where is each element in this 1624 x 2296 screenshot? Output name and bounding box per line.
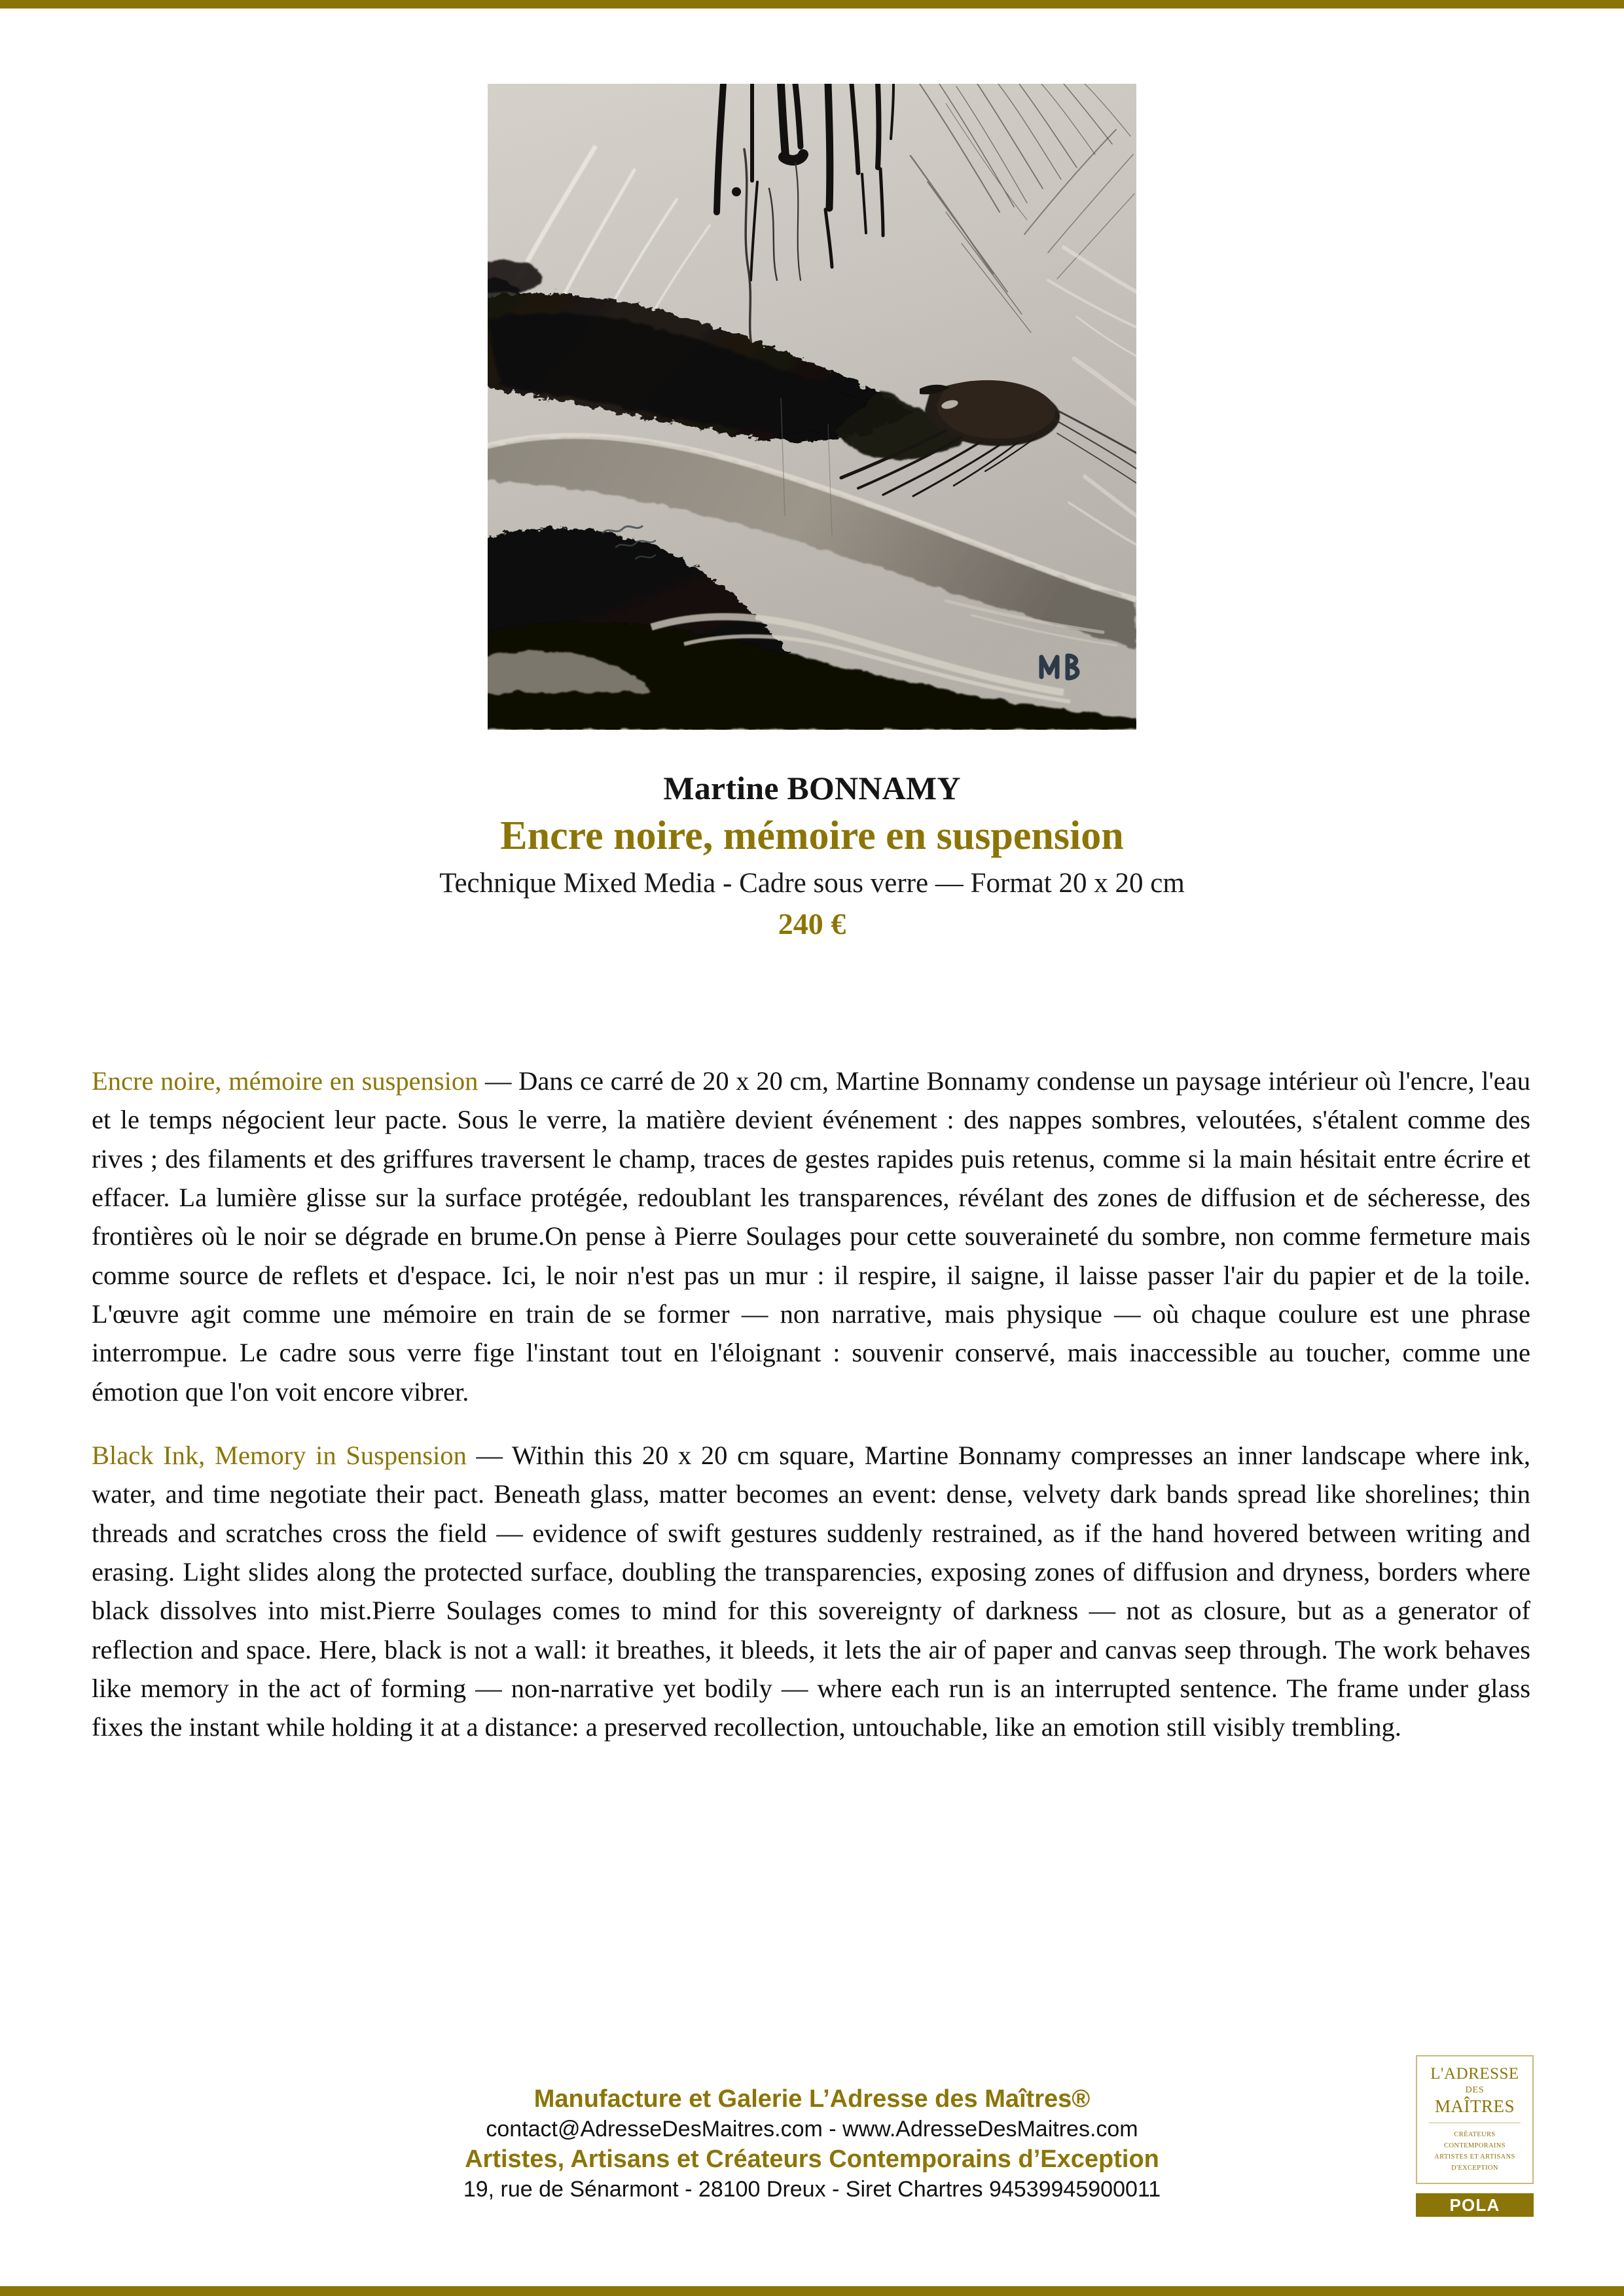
- logo-line-maitres: MAÎTRES: [1434, 2096, 1515, 2116]
- artwork-image: [488, 84, 1136, 730]
- bottom-accent-bar: [0, 2286, 1624, 2296]
- description-paragraph-fr: [92, 1062, 1530, 1411]
- description-body-en: — Within this 20 x 20 cm square, Martine Bonnamy compresses an inner landscape where ink, water, and time negotiate their pact. Beneath glass, matter becomes an event: dense, velvety dark bands spread like shorelines; thin threads and scratches cross the field — evidence of swift gestures suddenly restrained, as if the hand hovered between writing and erasing. Light slides along the protected surface, doubling the transparencies, exposing zones of diffusion and dryness, borders where black dissolves into mist.Pierre Soulages comes to mind for this sovereignty of darkness — not as closure, but as a generator of reflection and space. Here, black is not a wall: it breathes, it bleeds, it lets the air of paper and canvas seep through. The work behaves like memory in the act of forming — non-narrative yet bodily — where each run is an interrupted sentence. The frame under glass fixes the instant while holding it at a distance: a preserved recollection, untouchable, like an emotion still visibly trembling.: [92, 1440, 1530, 1742]
- abstract-ink-painting: [488, 84, 1136, 730]
- description-column: [92, 1062, 1530, 1747]
- artwork-price: 240 €: [778, 906, 846, 941]
- logo-sub-line-2: ARTISTES ET ARTISANS: [1434, 2153, 1515, 2161]
- footer-contact[interactable]: contact@AdresseDesMaitres.com - www.AdresseDesMaitres.com: [486, 2116, 1138, 2142]
- title-block: [0, 771, 1624, 941]
- logo-box: [1416, 2055, 1534, 2184]
- description-body-fr: — Dans ce carré de 20 x 20 cm, Martine Bonnamy condense un paysage intérieur où l'encre, l'eau et le temps négocient leur pacte. Sous le verre, la matière devient événement : des nappes sombres, veloutées, s'étalent comme des rives ; des filaments et des griffures traversent le champ, traces de gestes rapides puis retenus, comme si la main hésitait entre écrire et effacer. La lumière glisse sur la surface protégée, redoublant les transparences, révélant des zones de diffusion et de sécheresse, des frontières où le noir se dégrade en brume.On pense à Pierre Soulages pour cette souveraineté du sombre, non comme fermeture mais comme source de reflets et d'espace. Ici, le noir n'est pas un mur : il respire, il saigne, il laisse passer l'air du papier et de la toile. L'œuvre agit comme une mémoire en train de se former — non narrative, mais physique — où chaque coulure est une phrase interrompue. Le cadre sous verre fige l'instant tout en l'éloignant : souvenir conservé, mais inaccessible au toucher, comme une émotion que l'on voit encore vibrer.: [92, 1066, 1530, 1407]
- footer-address: 19, rue de Sénarmont - 28100 Dreux - Siret Chartres 94539945900011: [463, 2176, 1161, 2202]
- artwork-title: Encre noire, mémoire en suspension: [500, 813, 1124, 858]
- artwork-technique: Technique Mixed Media - Cadre sous verre — Format 20 x 20 cm: [439, 867, 1185, 899]
- top-accent-bar: [0, 0, 1624, 9]
- artist-name: Martine BONNAMY: [663, 770, 961, 806]
- logo-line-adresse: L'ADRESSE: [1430, 2065, 1519, 2083]
- logo-sub-line-3: D'EXCEPTION: [1451, 2164, 1498, 2172]
- footer-company-name: Manufacture et Galerie L’Adresse des Maîtres®: [533, 2085, 1091, 2113]
- brand-logo: [1416, 2055, 1534, 2217]
- footer: [0, 2083, 1624, 2204]
- description-lead-en: Black Ink, Memory in Suspension: [92, 1440, 467, 1470]
- pola-badge: POLA: [1416, 2193, 1534, 2217]
- logo-line-des: DES: [1465, 2085, 1485, 2095]
- footer-tagline: Artistes, Artisans et Créateurs Contemporains d’Exception: [465, 2145, 1159, 2174]
- logo-sub-line-1: CRÉATEURS CONTEMPORAINS: [1444, 2131, 1506, 2150]
- description-lead-fr: Encre noire, mémoire en suspension: [92, 1066, 478, 1096]
- description-paragraph-en: [92, 1436, 1530, 1747]
